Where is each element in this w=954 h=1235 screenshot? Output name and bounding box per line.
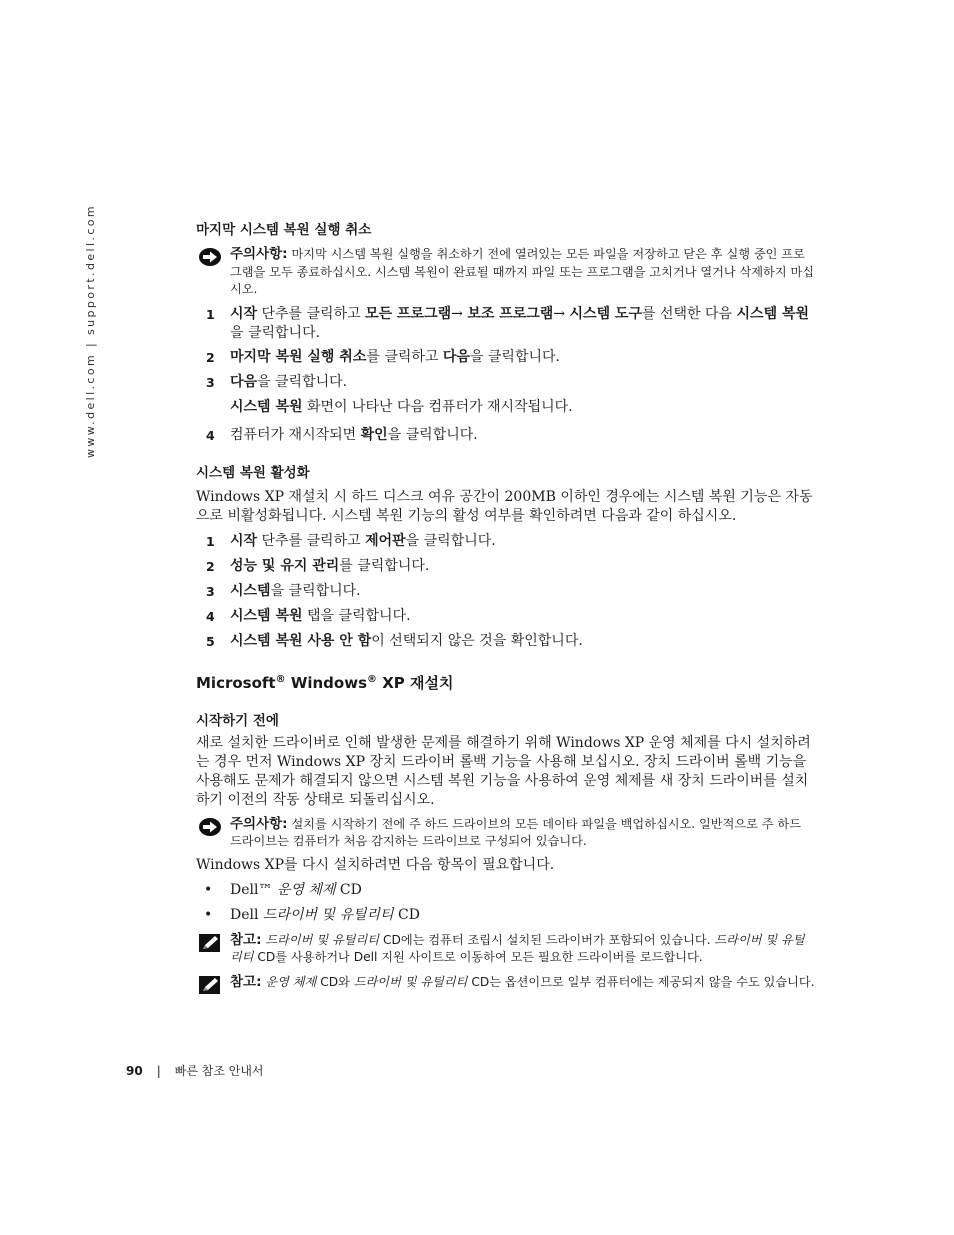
step-number: 2 (206, 349, 215, 365)
note-text: CD는 옵션이므로 일부 컴퓨터에는 제공되지 않을 수도 있습니다. (467, 974, 815, 989)
heading-part: Microsoft (196, 673, 276, 692)
list-item (196, 557, 816, 576)
step-text: 를 클릭하고 (366, 348, 443, 365)
pencil-note-icon (198, 975, 222, 995)
arrow-icon: → (451, 305, 468, 322)
page-footer (126, 1062, 264, 1079)
step-text: 을 클릭합니다. (270, 582, 361, 599)
notice-icon (198, 817, 222, 837)
list-item (196, 532, 816, 551)
list-item (196, 607, 816, 626)
bold-term: 시스템 도구 (569, 305, 643, 322)
italic-term: 드라이버 및 유틸리티 (353, 974, 468, 989)
step-number: 1 (206, 533, 215, 549)
notice-label: 주의사항: (230, 246, 288, 262)
list-item (196, 881, 816, 900)
list-item (196, 582, 816, 601)
note-text: CD를 사용하거나 Dell 지원 사이트로 이동하여 모든 필요한 드라이버를 로드합니다. (253, 950, 703, 964)
bold-term: 확인 (360, 426, 388, 443)
step-number: 1 (206, 306, 215, 322)
side-url (84, 203, 98, 458)
list-item (196, 906, 816, 925)
italic-term: 드라이버 및 유틸리티 (230, 932, 805, 964)
note-label: 참고: (230, 931, 262, 948)
list-item (196, 305, 816, 343)
note-box (196, 932, 816, 967)
side-url-text: www.dell.com | support.dell.com (84, 203, 97, 458)
step-subtext (196, 398, 816, 417)
paragraph: Windows XP를 다시 설치하려면 다음 항목이 필요합니다. (196, 856, 555, 873)
list-item (196, 348, 816, 367)
bold-term: 모든 프로그램 (365, 305, 452, 322)
italic-term: 운영 체제 (276, 881, 336, 898)
footer-separator: | (156, 1064, 161, 1078)
heading-undo-restore: 마지막 시스템 복원 실행 취소 (196, 222, 372, 238)
bullet-text: CD (393, 906, 420, 923)
notice-text: 마지막 시스템 복원 실행을 취소하기 전에 열려있는 모든 파일을 저장하고 닫은 후 실행 중인 프로그램을 모두 종료하십시오. 시스템 복원이 완료될 때까지 파일 또는 프로그램을 고치거나 열거나 삭제하지 마십시오. (230, 247, 815, 296)
heading-part: XP 재설치 (377, 673, 454, 692)
note-box (196, 974, 816, 992)
bold-term: 시스템 복원 (230, 398, 303, 415)
bold-term: 시작 (230, 532, 258, 549)
step-text: 를 클릭합니다. (339, 557, 430, 574)
step-text: 을 클릭합니다. (405, 532, 496, 549)
paragraph: Windows XP 재설치 시 하드 디스크 여유 공간이 200MB 이하인 경우에는 시스템 복원 기능은 자동으로 비활성화됩니다. 시스템 복원 기능의 활성 여부를 확인하려면 다음과 같이 하십시오. (196, 488, 813, 524)
bold-term: 다음 (442, 348, 470, 365)
bold-term: 성능 및 유지 관리 (230, 557, 340, 574)
bold-term: 시스템 복원 사용 안 함 (230, 632, 372, 649)
registered-mark: ® (367, 673, 378, 685)
notice-icon (198, 247, 222, 267)
step-text: 이 선택되지 않은 것을 확인합니다. (371, 632, 583, 649)
pencil-note-icon (198, 933, 222, 953)
heading-before-start: 시작하기 전에 (196, 712, 279, 729)
paragraph: 새로 설치한 드라이버로 인해 발생한 문제를 해결하기 위해 Windows XP 운영 체제를 다시 설치하려는 경우 먼저 Windows XP 장치 드라이버 롤백 기능을 사용해 보십시오. 장치 드라이버 롤백 기능을 사용해도 문제가 해결되지 않으면 시스템 복원 기능을 사용하여 운영 체제를 새 장치 드라이버를 설치하기 이전의 작동 상태로 되돌리십시오. (196, 734, 811, 808)
registered-mark: ® (275, 673, 286, 685)
note-label: 참고: (230, 973, 262, 990)
step-text: 을 클릭합니다. (387, 426, 478, 443)
bold-term: 보조 프로그램 (467, 305, 554, 322)
bold-term: 제어판 (365, 532, 406, 549)
bold-term: 시스템 복원 (230, 607, 303, 624)
bullet-text: Dell™ (230, 881, 277, 898)
bold-term: 시스템 (230, 582, 271, 599)
list-item (196, 426, 816, 445)
italic-term: 운영 체제 (265, 974, 317, 989)
step-text: 화면이 나타난 다음 컴퓨터가 재시작됩니다. (302, 398, 573, 415)
note-text: CD와 (316, 974, 354, 989)
step-text: 을 클릭합니다. (257, 373, 348, 390)
italic-term: 드라이버 및 유틸리티 (265, 932, 380, 947)
step-text: 단추를 클릭하고 (257, 532, 366, 549)
list-item (196, 632, 816, 651)
notice-text: 설치를 시작하기 전에 주 하드 드라이브의 모든 데이타 파일을 백업하십시오. 일반적으로 주 하드 드라이브는 컴퓨터가 처음 감지하는 드라이브로 구성되어 있습니다. (230, 816, 801, 848)
step-number: 4 (206, 427, 215, 443)
bold-term: 시작 (230, 305, 258, 322)
step-text: 를 선택한 다음 (642, 305, 737, 322)
footer-title: 빠른 참조 안내서 (174, 1064, 264, 1078)
list-item (196, 373, 816, 392)
bold-term: 다음 (230, 373, 258, 390)
step-text: 을 클릭합니다. (469, 348, 560, 365)
step-number: 3 (206, 374, 215, 390)
notice-label: 주의사항: (230, 815, 288, 832)
bold-term: 마지막 복원 실행 취소 (230, 348, 367, 365)
heading-part: Windows (285, 673, 368, 692)
step-number: 5 (206, 633, 215, 649)
heading-reinstall-xp (196, 669, 816, 694)
italic-term: 드라이버 및 유틸리티 (262, 906, 394, 923)
step-text: 을 클릭합니다. (230, 324, 321, 341)
bold-term: 시스템 복원 (736, 305, 810, 322)
step-number: 4 (206, 608, 215, 624)
notice-box (196, 246, 816, 299)
heading-enable-restore: 시스템 복원 활성화 (196, 464, 310, 481)
bullet-text: Dell (230, 906, 263, 923)
step-number: 3 (206, 583, 215, 599)
step-text: 단추를 클릭하고 (257, 305, 366, 322)
page-content (196, 220, 816, 991)
page-number: 90 (126, 1064, 143, 1078)
step-text: 컴퓨터가 재시작되면 (230, 426, 361, 443)
step-number: 2 (206, 558, 215, 574)
step-text: 탭을 클릭합니다. (302, 607, 411, 624)
arrow-icon: → (553, 305, 570, 322)
notice-box (196, 816, 816, 851)
bullet-text: CD (335, 881, 362, 898)
note-text: CD에는 컴퓨터 조립시 설치된 드라이버가 포함되어 있습니다. (379, 932, 715, 947)
